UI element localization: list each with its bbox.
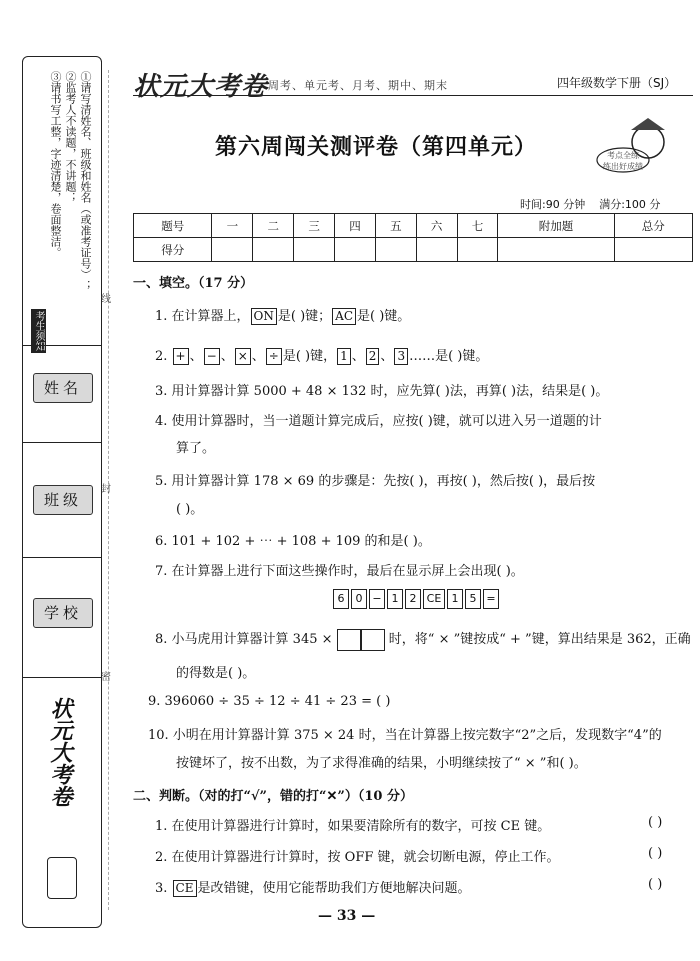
multiply-key: × [235, 348, 251, 365]
brand-vertical: 状元大考卷 [47, 697, 73, 807]
q2-text-post: ……是( )键。 [409, 349, 489, 364]
seq-key: 5 [465, 589, 481, 609]
score-cell[interactable] [457, 238, 498, 262]
answer-paren-2[interactable]: ( ) [648, 846, 663, 861]
score-row-label: 得分 [134, 238, 212, 262]
score-header-cell: 五 [375, 214, 416, 238]
score-cell[interactable] [375, 238, 416, 262]
ce-key: CE [173, 880, 197, 897]
seq-key: = [483, 589, 499, 609]
score-cell[interactable] [498, 238, 614, 262]
header-subtitle: 周考、单元考、月考、期中、期末 [268, 79, 448, 92]
score-table [133, 213, 693, 262]
q7-key-sequence [333, 589, 499, 609]
blank-box[interactable] [337, 629, 361, 651]
question-2-1: 1. 在使用计算器进行计算时，如果要清除所有的数字，可按 CE 键。 [155, 819, 551, 834]
question-1-4b: 算了。 [176, 441, 216, 456]
cut-label-line: 线 [101, 294, 111, 305]
mascot [593, 112, 683, 182]
notice-line-2: ②监考人不读题，不讲题； [64, 71, 77, 203]
score-cell[interactable] [335, 238, 376, 262]
q8-text-pre: 8. 小马虎用计算器计算 345 × [155, 632, 333, 647]
cut-label-secret: 密 [101, 672, 111, 683]
answer-paren-1[interactable]: ( ) [648, 815, 663, 830]
score-header-cell: 七 [457, 214, 498, 238]
q2-3-text: 是改错键，使用它能帮助我们方便地解决问题。 [197, 881, 471, 896]
seq-key: 1 [447, 589, 463, 609]
on-key: ON [251, 308, 277, 325]
q8-text-post: 时，将“ × ”键按成“ + ”键，算出结果是 362，正确 [388, 632, 691, 647]
digit-2-key: 2 [366, 348, 380, 365]
score-table-row [134, 238, 693, 262]
header-grade: 四年级数学下册（SJ） [557, 76, 677, 90]
question-1-10a: 10. 小明在用计算器计算 375 × 24 时，当在计算器上按完数字“2”之后，发现数字“4”的 [148, 728, 662, 743]
notice-line-3: ③请书写工整，字迹清楚，卷面整洁。 [49, 71, 62, 258]
question-1-3: 3. 用计算器计算 5000 + 48 × 132 时，应先算( )法，再算( )法，结果是( )。 [155, 384, 609, 399]
score-header-cell: 题号 [134, 214, 212, 238]
q1-text-mid: 是( )键； [277, 309, 332, 324]
seq-key: 2 [405, 589, 421, 609]
notice-line-1: ①请写清姓名、班级和姓名（或准考证号）； [79, 71, 92, 291]
question-1-5a: 5. 用计算器计算 178 × 69 的步骤是：先按( )，再按( )，然后按( )，最后按 [155, 474, 596, 489]
question-1-8b: 的得数是( )。 [176, 666, 256, 681]
score-header-cell: 二 [253, 214, 294, 238]
class-field-label: 班级 [33, 485, 93, 515]
cut-label-seal: 封 [101, 484, 111, 495]
q1-text-pre: 1. 在计算器上， [155, 309, 250, 324]
score-cell[interactable] [212, 238, 253, 262]
header-rule [133, 95, 693, 96]
question-1-2: 2. + 、 − 、 × 、 ÷ 是( )键， 1 、 2 、 3 ……是( )键。 [155, 349, 489, 364]
mascot-caption-1: 考点全练 [607, 151, 639, 160]
score-header-cell: 四 [335, 214, 376, 238]
brand-logo-icon [47, 857, 77, 899]
section-1-title: 一、填空。（17 分） [133, 276, 254, 291]
header-brand: 状元大考卷 [133, 72, 269, 102]
seq-key: 1 [387, 589, 403, 609]
score-header-cell: 一 [212, 214, 253, 238]
mascot-caption-2: 练出好成绩 [603, 162, 643, 171]
score-header-cell: 六 [416, 214, 457, 238]
divide-key: ÷ [266, 348, 282, 365]
question-1-5b: ( )。 [176, 502, 204, 517]
digit-3-key: 3 [394, 348, 408, 365]
question-2-2: 2. 在使用计算器进行计算时，按 OFF 键，就会切断电源，停止工作。 [155, 850, 560, 865]
seq-key-ce: CE [423, 589, 445, 609]
question-1-7: 7. 在计算器上进行下面这些操作时，最后在显示屏上会出现( )。 [155, 564, 524, 579]
score-header-cell: 三 [294, 214, 335, 238]
digit-1-key: 1 [337, 348, 351, 365]
seq-key: 0 [351, 589, 367, 609]
binding-strip [22, 56, 102, 928]
exam-time: 时间:90 分钟 [520, 198, 586, 211]
question-2-3 [155, 877, 471, 897]
q2-text-mid: 是( )键， [282, 349, 337, 364]
score-cell[interactable] [294, 238, 335, 262]
score-table-header [134, 214, 693, 238]
section-2-title: 二、判断。（对的打“√”，错的打“✕”）（10 分） [133, 789, 413, 804]
page-number: — 33 — [318, 908, 376, 924]
score-header-cell: 总分 [614, 214, 692, 238]
score-cell[interactable] [614, 238, 692, 262]
plus-key: + [173, 348, 189, 365]
score-header-cell: 附加题 [498, 214, 614, 238]
question-1-4a: 4. 使用计算器时，当一道题计算完成后，应按( )键，就可以进入另一道题的计 [155, 414, 602, 429]
exam-score: 满分:100 分 [599, 198, 661, 211]
question-1-10b: 按键坏了，按不出数，为了求得准确的结果，小明继续按了“ × ”和( )。 [176, 756, 587, 771]
seq-key: − [369, 589, 385, 609]
question-1-1 [155, 305, 410, 325]
q1-text-post: 是( )键。 [357, 309, 411, 324]
q2-3-pre: 3. [155, 881, 172, 896]
question-1-6: 6. 101 + 102 + ⋯ + 108 + 109 的和是( )。 [155, 534, 431, 549]
school-field-label: 学校 [33, 598, 93, 628]
name-field-label: 姓名 [33, 373, 93, 403]
score-cell[interactable] [416, 238, 457, 262]
seq-key: 6 [333, 589, 349, 609]
minus-key: − [204, 348, 220, 365]
score-cell[interactable] [253, 238, 294, 262]
answer-paren-3[interactable]: ( ) [648, 877, 663, 892]
question-1-8a [155, 628, 691, 651]
page-title: 第六周闯关测评卷（第四单元） [215, 134, 538, 160]
blank-box[interactable] [361, 629, 385, 651]
question-1-9: 9. 396060 ÷ 35 ÷ 12 ÷ 41 ÷ 23 = ( ) [148, 694, 391, 709]
notice-tag: 考生须知 [33, 311, 44, 351]
ac-key: AC [332, 308, 356, 325]
q2-text-pre: 2. [155, 349, 172, 364]
exam-meta [520, 196, 660, 212]
